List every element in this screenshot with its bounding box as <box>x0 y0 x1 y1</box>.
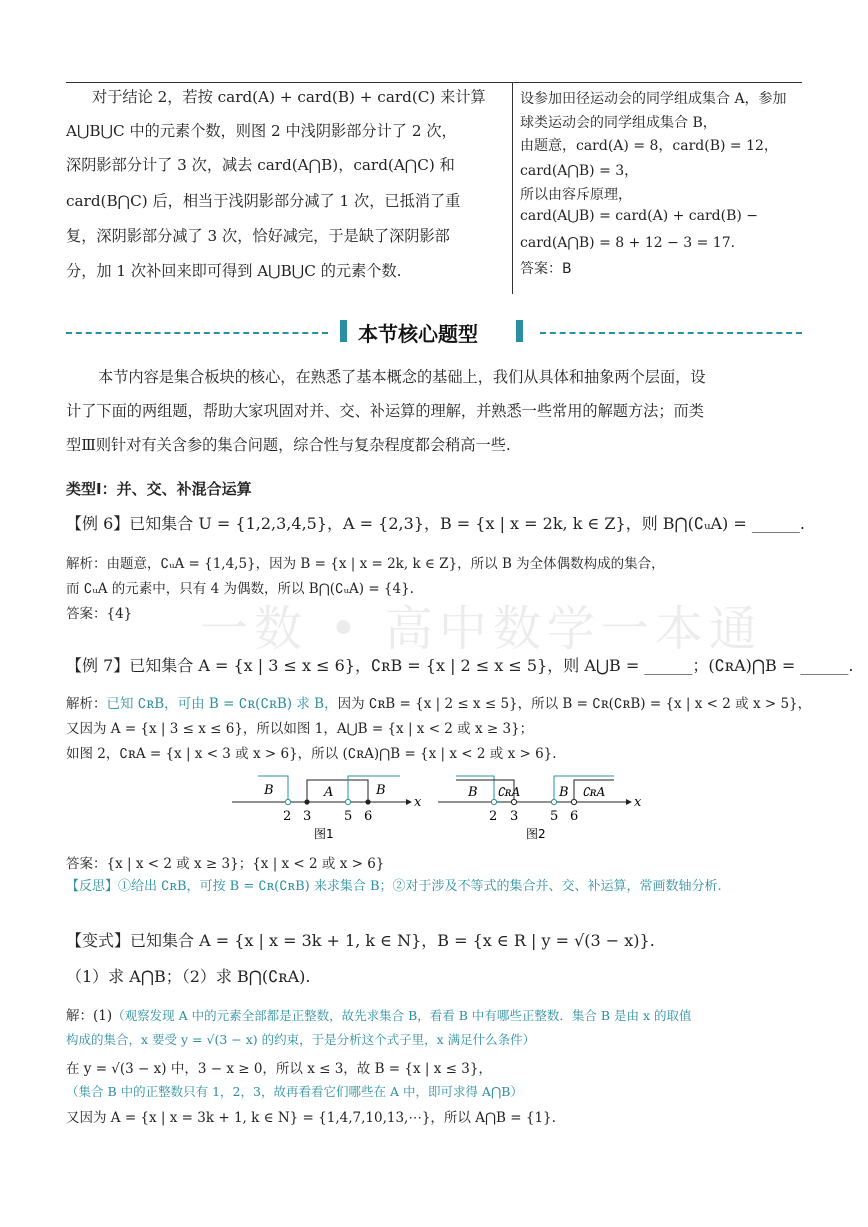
solution-text: 因为 ∁ʀB = {x | 2 ≤ x ≤ 5}，所以 B = ∁ʀ(∁ʀB) = {x | x < 2 或 x > 5}， <box>337 696 812 712</box>
fig2-label: ∁ʀA <box>582 785 606 799</box>
fig2-tick: 3 <box>510 809 519 824</box>
fig1-caption: 图1 <box>314 827 334 841</box>
example-7-solution-line: 又因为 A = {x | 3 ≤ x ≤ 6}，所以如图 1，A⋃B = {x | x < 2 或 x ≥ 3}； <box>66 721 534 737</box>
fig1-label: B <box>376 783 386 798</box>
solution-prefix: 解：(1) <box>66 1008 113 1024</box>
text-line: card(A⋂B) = 3， <box>520 163 639 179</box>
text-line: 分，加 1 次补回来即可得到 A⋃B⋃C 的元素个数. <box>66 262 402 280</box>
fig1-axis-label: x <box>414 795 422 810</box>
example-7-answer: 答案：{x | x < 2 或 x ≥ 3}；{x | x < 2 或 x > 6} <box>66 856 385 872</box>
solution-hint: 已知 ∁ʀB，可由 B = ∁ʀ(∁ʀB) 求 B， <box>106 696 338 712</box>
example-6-question: 【例 6】已知集合 U = {1,2,3,4,5}，A = {2,3}，B = {x | x = 2k, k ∈ Z}，则 B⋂(∁ᵤA) = ______. <box>66 514 805 533</box>
text-line: card(A⋃B) = card(A) + card(B) − <box>520 208 759 224</box>
text-line: 设参加田径运动会的同学组成集合 A，参加 <box>520 91 787 107</box>
fig2-label: B <box>468 785 478 800</box>
fig2-label: ∁ʀA <box>497 785 521 799</box>
figure-2 <box>438 776 642 841</box>
text-line: 由题意，card(A) = 8，card(B) = 12， <box>520 138 778 154</box>
fig2-tick: 2 <box>489 809 498 824</box>
section-title: 本节核心题型 <box>358 322 478 346</box>
example-7-solution-line <box>66 692 811 712</box>
number-line-figures <box>230 768 650 850</box>
section-bar-left <box>340 320 347 342</box>
example-6-solution-line: 解析：由题意，∁ᵤA = {1,4,5}，因为 B = {x | x = 2k, k ∈ Z}，所以 B 为全体偶数构成的集合， <box>66 556 665 572</box>
variant-solution-line: 在 y = √(3 − x) 中，3 − x ≥ 0，所以 x ≤ 3，故 B = {x | x ≤ 3}， <box>66 1061 492 1077</box>
variant-subquestions: （1）求 A⋂B；（2）求 B⋂(∁ʀA). <box>66 967 311 986</box>
text-line: card(A⋂B) = 8 + 12 − 3 = 17． <box>520 235 745 251</box>
section-bar-right <box>516 320 523 342</box>
text-line: 对于结论 2，若按 card(A) + card(B) + card(C) 来计算 <box>92 88 486 106</box>
text-line: 所以由容斥原理， <box>520 187 632 203</box>
text-line: 计了下面的两组题，帮助大家巩固对并、交、补运算的理解，并熟悉一些常用的解题方法；而类 <box>66 402 704 420</box>
top-rule <box>66 82 802 83</box>
fig2-caption: 图2 <box>526 827 546 841</box>
text-line: 球类运动会的同学组成集合 B， <box>520 115 717 131</box>
fig1-tick: 6 <box>364 809 373 824</box>
variant-solution-hint: 构成的集合，x 要受 y = √(3 − x) 的约束，于是分析这个式子里，x 满足什么条件） <box>66 1032 536 1047</box>
type-heading: 类型Ⅰ：并、交、补混合运算 <box>66 480 252 498</box>
fig1-label: A <box>324 785 334 800</box>
column-divider <box>512 82 513 294</box>
variant-solution-line: 又因为 A = {x | x = 3k + 1, k ∈ N} = {1,4,7,10,13,⋯}，所以 A⋂B = {1}. <box>66 1110 556 1126</box>
fig2-label: B <box>559 785 569 800</box>
section-dash-left <box>66 332 328 334</box>
text-line: 深阴影部分计了 3 次，减去 card(A⋂B)，card(A⋂C) 和 <box>66 156 455 174</box>
example-6-solution-line: 而 ∁ᵤA 的元素中，只有 4 为偶数，所以 B⋂(∁ᵤA) = {4}. <box>66 581 414 597</box>
fig2-tick: 5 <box>550 809 559 824</box>
variant-question: 【变式】已知集合 A = {x | x = 3k + 1, k ∈ N}，B = {x ∈ R | y = √(3 − x)}. <box>66 931 655 950</box>
example-7-reflection: 【反思】①给出 ∁ʀB，可按 B = ∁ʀ(∁ʀB) 来求集合 B；②对于涉及不等式的集合并、交、补运算，常画数轴分析. <box>66 879 722 894</box>
fig1-tick: 2 <box>283 809 292 824</box>
fig1-label: B <box>264 783 274 798</box>
text-line: 本节内容是集合板块的核心，在熟悉了基本概念的基础上，我们从具体和抽象两个层面，设 <box>98 368 706 386</box>
example-7-question: 【例 7】已知集合 A = {x | 3 ≤ x ≤ 6}，∁ʀB = {x | 2 ≤ x ≤ 5}，则 A⋃B = ______；(∁ʀA)⋂B = ______. <box>66 656 854 675</box>
fig2-axis-label: x <box>634 795 642 810</box>
section-dash-right <box>540 332 802 334</box>
watermark: 一数 • 高中数学一本通 <box>200 601 763 657</box>
fig1-tick: 5 <box>344 809 353 824</box>
figure-1 <box>232 776 422 841</box>
solution-prefix: 解析： <box>66 696 107 712</box>
text-line: card(B⋂C) 后，相当于浅阴影部分减了 1 次，已抵消了重 <box>66 192 461 210</box>
variant-solution-hint: （集合 B 中的正整数只有 1，2，3，故再看看它们哪些在 A 中，即可求得 A⋂B） <box>66 1084 523 1099</box>
fig2-tick: 6 <box>570 809 579 824</box>
text-line: 型Ⅲ则针对有关含参的集合问题，综合性与复杂程度都会稍高一些. <box>66 436 511 454</box>
variant-solution-line <box>66 1004 692 1024</box>
fig1-tick: 3 <box>303 809 312 824</box>
text-line: 复，深阴影部分减了 3 次，恰好减完，于是缺了深阴影部 <box>66 227 450 245</box>
answer-text: 答案：B <box>520 261 572 277</box>
text-line: A⋃B⋃C 中的元素个数，则图 2 中浅阴影部分计了 2 次， <box>66 122 457 140</box>
example-6-answer: 答案：{4} <box>66 606 133 622</box>
example-7-solution-line: 如图 2，∁ʀA = {x | x < 3 或 x > 6}，所以 (∁ʀA)⋂B = {x | x < 2 或 x > 6}. <box>66 746 557 762</box>
solution-hint: （观察发现 A 中的元素全部都是正整数，故先求集合 B，看看 B 中有哪些正整数．集合 B 是由 x 的取值 <box>112 1008 692 1023</box>
